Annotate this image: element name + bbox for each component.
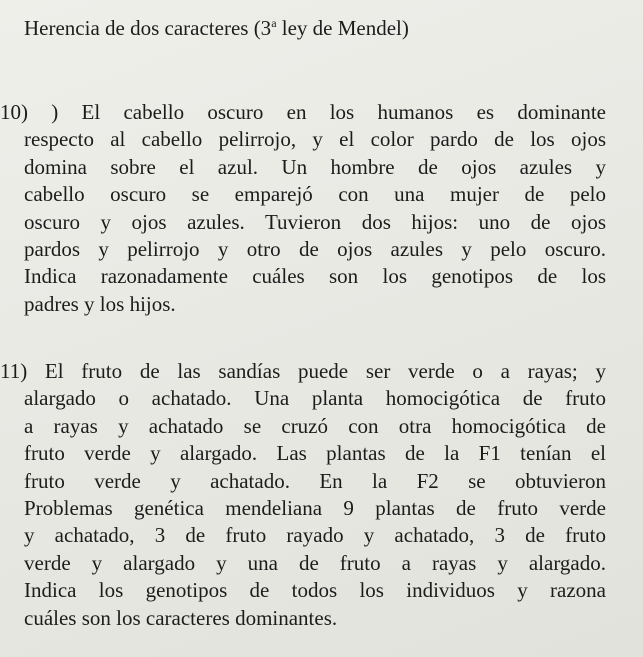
problem-11-line: 11) El fruto de las sandías puede ser verde o a rayas; y [0,359,606,383]
problem-11-line: fruto verde y alargado. Las plantas de la F1 tenían el [24,441,606,466]
problem-10-line: oscuro y ojos azules. Tuvieron dos hijos: uno de ojos [24,209,606,234]
problem-10-line: Indica razonadamente cuáles son los genotipos de los [24,264,606,289]
problem-11-line: verde y alargado y una de fruto a rayas y alargado. [24,550,606,575]
problem-11-line: Indica los genotipos de todos los individuos y razona [24,578,606,603]
problem-10-line: respecto al cabello pelirrojo, y el color pardo de los ojos [24,127,606,152]
problem-10-line: 10) ) El cabello oscuro en los humanos es dominante [0,100,606,124]
problem-10-line: cabello oscuro se emparejó con una mujer de pelo [24,182,606,207]
problem-11-line: cuáles son los caracteres dominantes. [24,605,338,630]
problem-10 [0,99,606,318]
title-superscript: a [271,16,277,30]
problem-11-line: Problemas genética mendeliana 9 plantas de fruto verde [24,496,606,521]
problem-11-line: fruto verde y achatado. En la F2 se obtuvieron [24,468,606,493]
problem-10-line: padres y los hijos. [24,291,176,316]
problem-11 [0,358,606,632]
page-title [24,14,409,42]
title-text-post: ley de Mendel) [276,16,409,40]
title-text-pre: Herencia de dos caracteres (3 [24,16,272,40]
problem-10-line: pardos y pelirrojo y otro de ojos azules y pelo oscuro. [24,237,606,262]
problem-11-line: alargado o achatado. Una planta homocigótica de fruto [24,386,606,411]
problem-11-line: a rayas y achatado se cruzó con otra homocigótica de [24,413,606,438]
problem-11-line: y achatado, 3 de fruto rayado y achatado, 3 de fruto [24,523,606,548]
problem-10-line: domina sobre el azul. Un hombre de ojos azules y [24,154,606,179]
